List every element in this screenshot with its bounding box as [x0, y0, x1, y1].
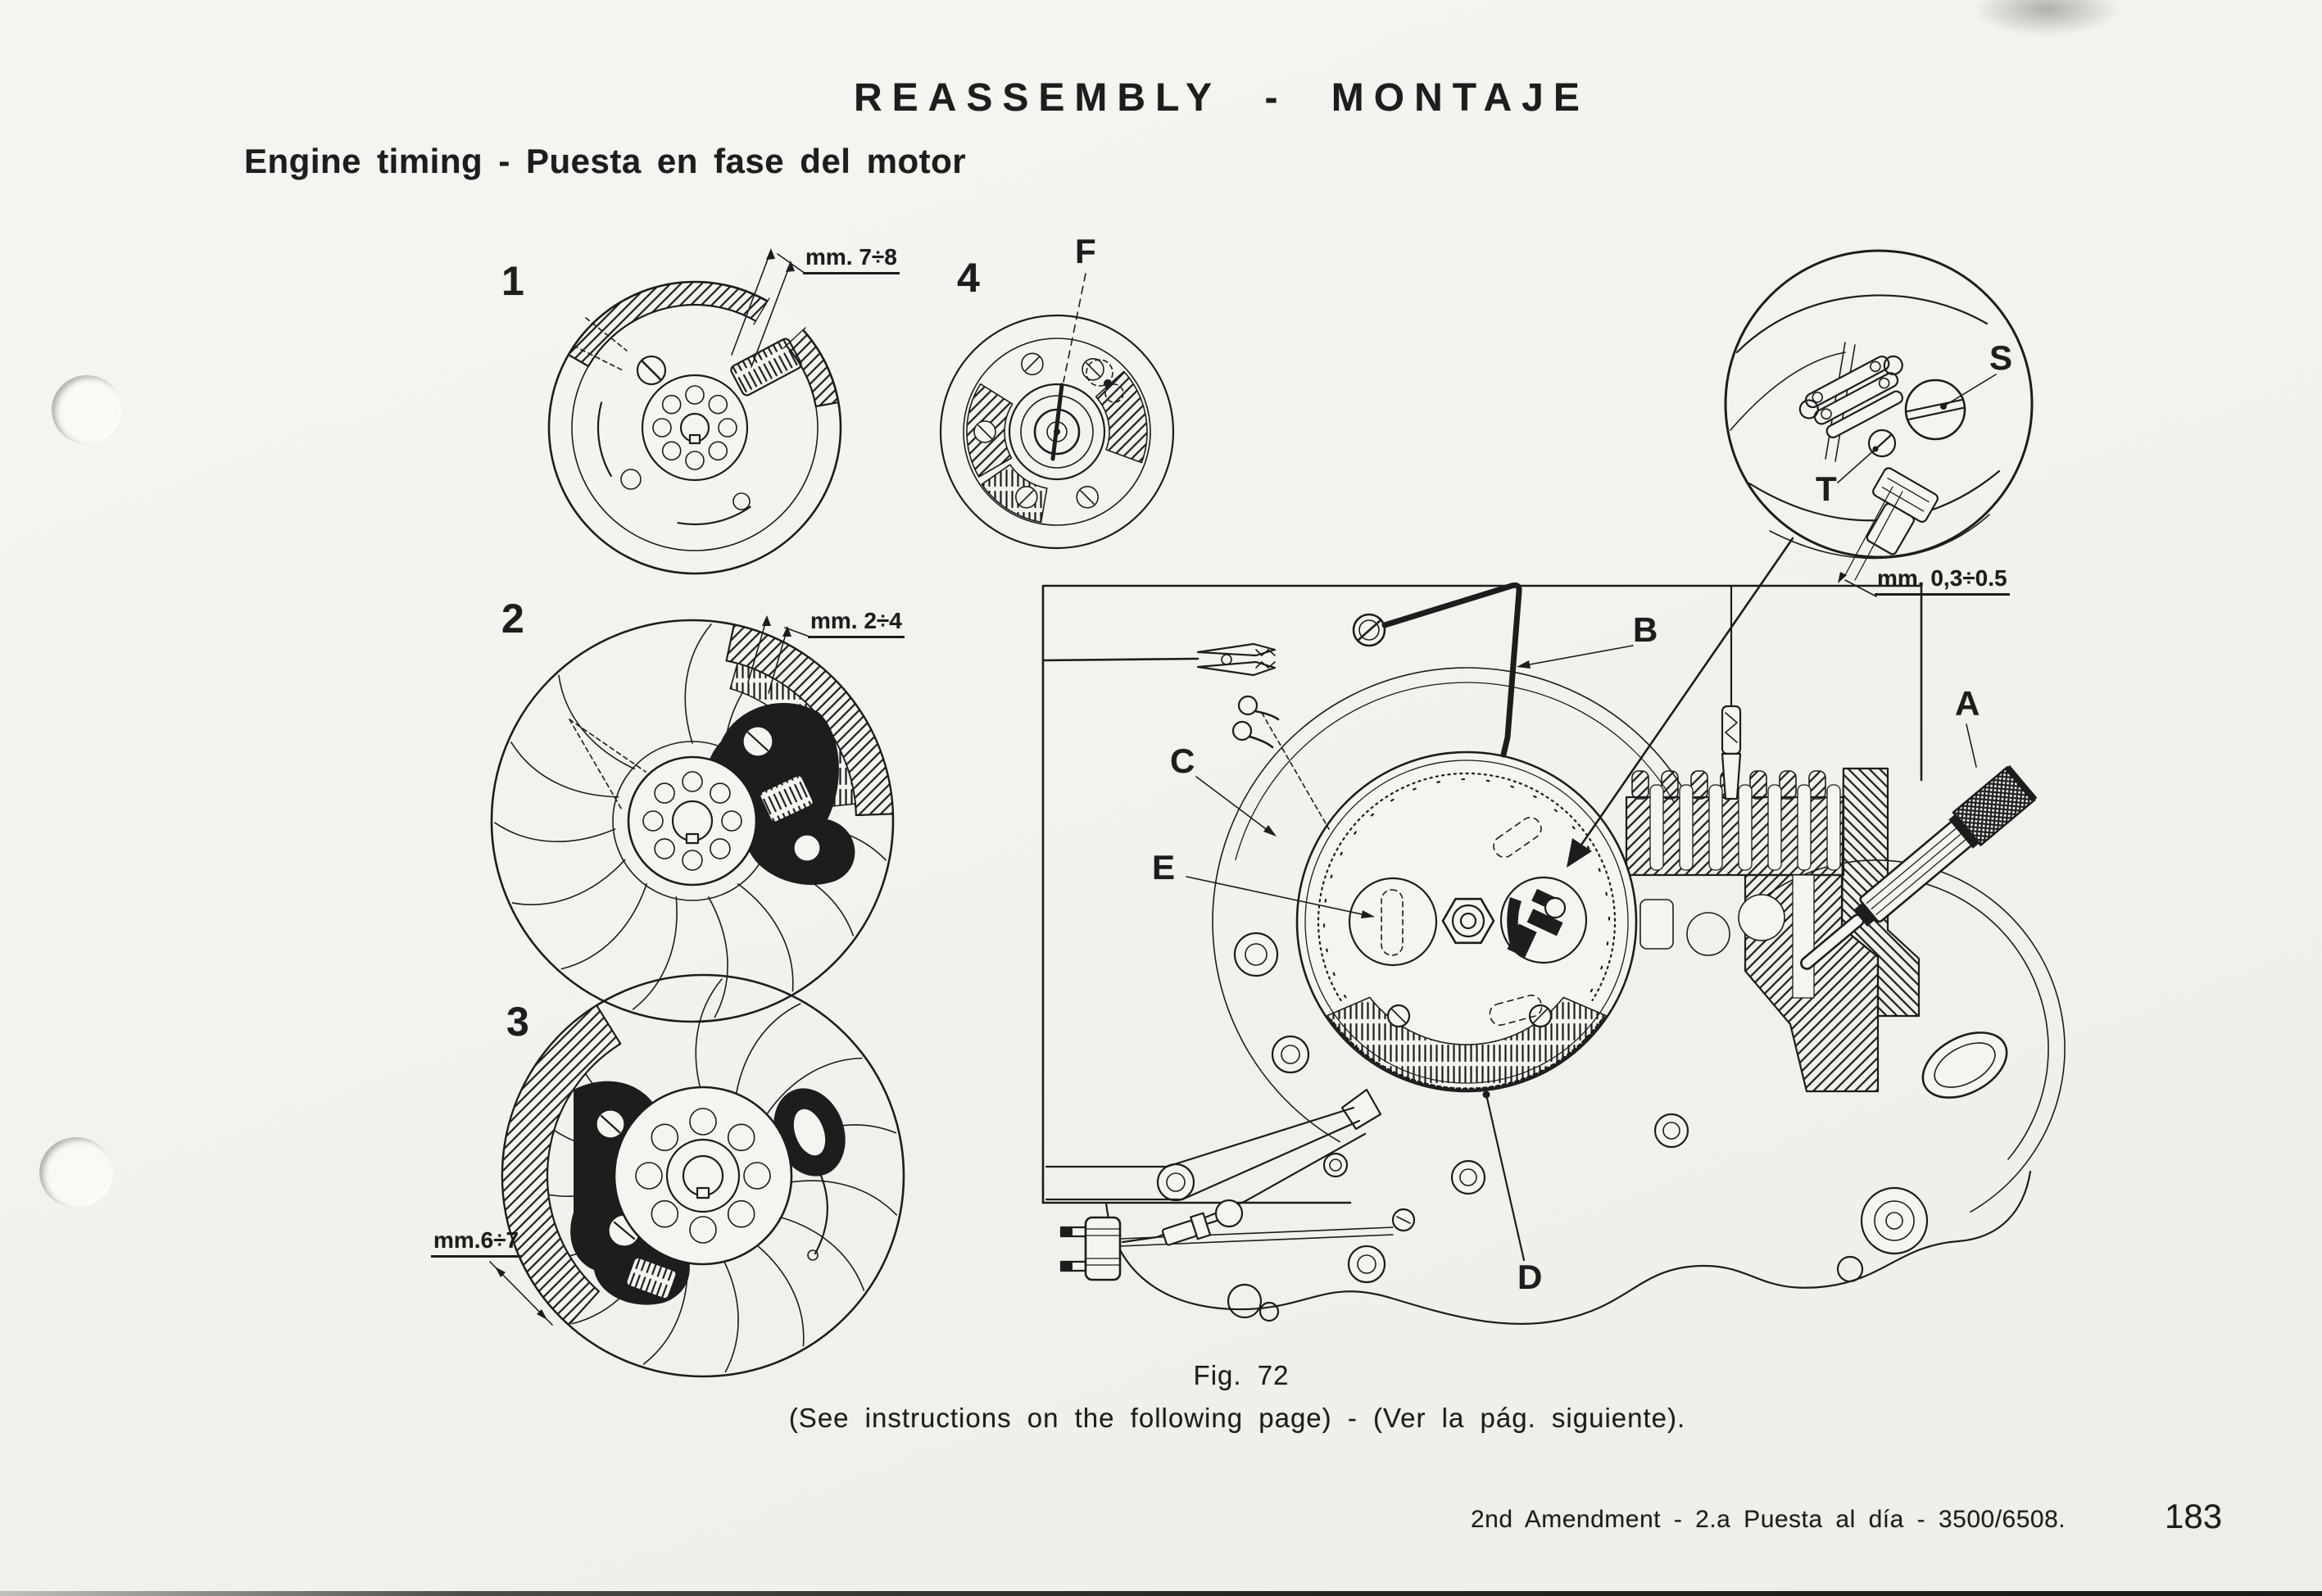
points-gap-inset-diagram: [1726, 251, 2032, 596]
figure-3-number: 3: [506, 999, 529, 1045]
callout-letter-f: F: [1075, 232, 1096, 270]
page-number: 183: [2165, 1497, 2223, 1535]
figure-1-measure-label: mm. 7÷8: [803, 246, 900, 274]
page-title: REASSEMBLY - MONTAJE: [854, 76, 1590, 120]
cam-follower: [1850, 466, 1939, 560]
callout-letter-d: D: [1517, 1258, 1543, 1296]
figure-3-flywheel-diagram: [490, 975, 904, 1376]
callout-letter-c: C: [1170, 741, 1195, 780]
figure-3-measure-label: mm.6÷7: [431, 1229, 521, 1258]
callout-letter-t: T: [1816, 469, 1837, 508]
figure-2-number: 2: [501, 596, 524, 642]
figure-1-number: 1: [501, 258, 524, 304]
figure-caption: Fig. 72: [1193, 1360, 1290, 1390]
callout-letter-a: A: [1955, 684, 1980, 723]
callout-letter-b: B: [1633, 610, 1658, 649]
figure-4-number: 4: [957, 255, 980, 301]
figure-2-flywheel-diagram: [492, 615, 893, 1022]
contact-points-stack: [1795, 349, 1918, 447]
figure-2-measure-label: mm. 2÷4: [808, 610, 905, 638]
section-heading: Engine timing - Puesta en fase del motor: [244, 142, 967, 180]
figure-1-flywheel-diagram: [549, 248, 841, 574]
main-engine-timing-diagram: [1043, 538, 2065, 1324]
wiring-harness-and-plug: [1046, 1090, 1414, 1321]
graduated-degree-disc: [1297, 752, 1636, 1091]
figure-caption-note: (See instructions on the following page) - (Ver la pág. siguiente).: [788, 1403, 1686, 1433]
callout-letter-e: E: [1152, 848, 1176, 886]
figure-4-stator-diagram: [941, 274, 1173, 548]
callout-letter-s: S: [1989, 338, 2013, 377]
footer-amendment: 2nd Amendment - 2.a Puesta al día - 3500/6508.: [1471, 1506, 2066, 1533]
inset-measure-label: mm. 0,3÷0.5: [1875, 567, 2010, 596]
crocodile-clip-left: [1043, 644, 1329, 829]
